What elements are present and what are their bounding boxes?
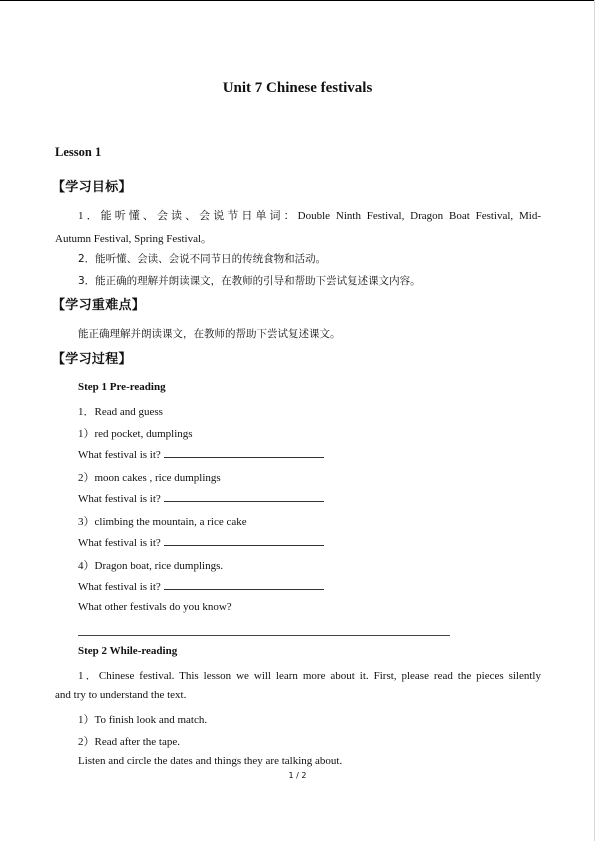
answer-blank-2[interactable] <box>164 491 324 502</box>
guess-clue-4: 4）Dragon boat, rice dumplings. <box>78 560 224 572</box>
goal-item-1-line-2: Autumn Festival, Spring Festival。 <box>55 233 213 245</box>
guess-question-3: What festival is it? <box>78 535 324 549</box>
step2-sub-2: 2）Read after the tape. <box>78 736 181 748</box>
other-festivals-answer-line[interactable] <box>78 635 450 636</box>
goal-item-1-line-1: 1．能听懂、会读、会说节日单词：Double Ninth Festival, Dragon Boat Festival, Mid- <box>78 210 541 222</box>
goal-item-3: 3．能正确的理解并朗读课文，在教师的引导和帮助下尝试复述课文内容。 <box>78 275 421 287</box>
answer-blank-1[interactable] <box>164 447 324 458</box>
guess-clue-1: 1）red pocket, dumplings <box>78 428 193 440</box>
step2-instruction: Listen and circle the dates and things they are talking about. <box>78 755 343 767</box>
guess-clue-2: 2）moon cakes , rice dumplings <box>78 472 221 484</box>
step2-sub-1: 1）To finish look and match. <box>78 714 208 726</box>
guess-clue-3: 3）climbing the mountain, a rice cake <box>78 516 247 528</box>
answer-blank-3[interactable] <box>164 535 324 546</box>
guess-question-1: What festival is it? <box>78 447 324 461</box>
key-points-text: 能正确理解并朗读课文，在教师的帮助下尝试复述课文。 <box>78 328 341 340</box>
section-heading-key-points: 【学习重难点】 <box>52 298 146 313</box>
document-title: Unit 7 Chinese festivals <box>222 80 373 96</box>
page-number: 1 / 2 <box>288 771 307 780</box>
step2-paragraph-line-1: 1．Chinese festival. This lesson we will learn more about it. First, please read the pieces silently <box>78 670 541 682</box>
step2-heading: Step 2 While-reading <box>78 645 178 657</box>
other-festivals-question: What other festivals do you know? <box>78 601 232 613</box>
section-heading-goals: 【学习目标】 <box>52 180 132 195</box>
goal-item-2: 2．能听懂、会读、会说不同节日的传统食物和活动。 <box>78 253 327 265</box>
section-heading-process: 【学习过程】 <box>52 352 132 367</box>
step1-activity: 1．Read and guess <box>78 406 163 418</box>
guess-question-4: What festival is it? <box>78 579 324 593</box>
lesson-heading: Lesson 1 <box>55 145 102 159</box>
step1-heading: Step 1 Pre-reading <box>78 381 166 393</box>
answer-blank-4[interactable] <box>164 579 324 590</box>
step2-paragraph-line-2: and try to understand the text. <box>55 689 187 701</box>
guess-question-2: What festival is it? <box>78 491 324 505</box>
page-top-border <box>0 0 595 1</box>
